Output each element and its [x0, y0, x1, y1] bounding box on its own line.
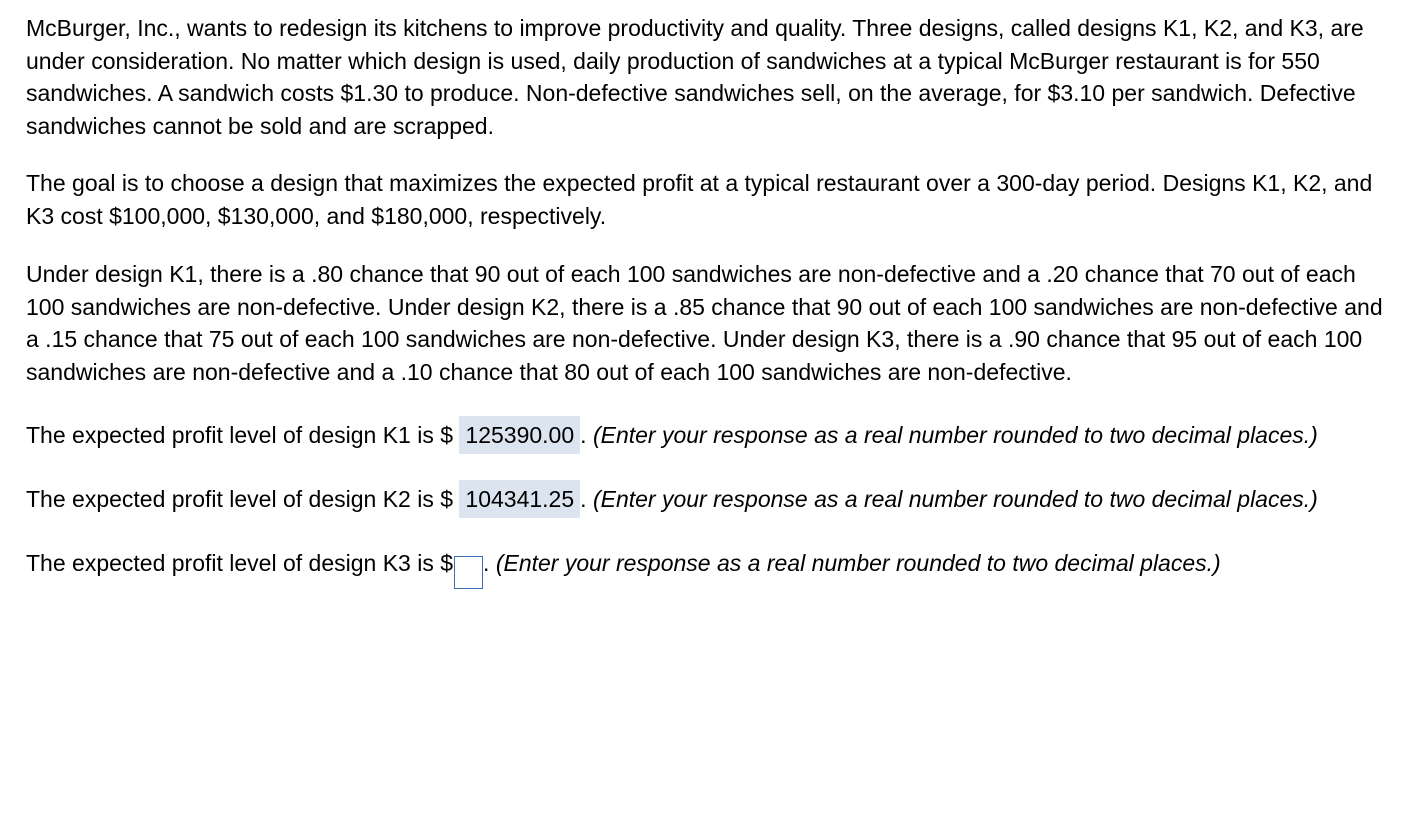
question-k2-prefix: The expected profit level of design K2 is $: [26, 486, 454, 512]
problem-paragraph-intro: McBurger, Inc., wants to redesign its kitchens to improve productivity and quality. Three designs, called designs K1, K2, and K3, are under consideration. No matter which design is used, daily production of sandwiches at a typical McBurger restaurant is for 550 sandwiches. A sandwich costs $1.30 to produce. Non-defective sandwiches sell, on the average, for $3.10 per sandwich. Defective sandwiches cannot be sold and are scrapped.: [26, 15, 1364, 139]
question-k1-instruction: (Enter your response as a real number rounded to two decimal places.): [592, 422, 1318, 448]
question-k3-period: .: [483, 550, 490, 576]
question-k2-period: .: [580, 486, 587, 512]
question-k3-instruction: (Enter your response as a real number rounded to two decimal places.): [495, 550, 1221, 576]
question-k1-prefix: The expected profit level of design K1 is $: [26, 422, 454, 448]
problem-paragraph-probabilities: Under design K1, there is a .80 chance that 90 out of each 100 sandwiches are non-defective and a .20 chance that 70 out of each 100 sandwiches are non-defective. Under design K2, there is a .85 chance that 90 out of each 100 sandwiches are non-defective and a .15 chance that 75 out of each 100 sandwiches are non-defective. Under design K3, there is a .90 chance that 95 out of each 100 sandwiches are non-defective and a .10 chance that 80 out of each 100 sandwiches are non-defective.: [26, 261, 1383, 385]
question-k1-period: .: [580, 422, 587, 448]
answer-k3-input[interactable]: [454, 556, 483, 589]
question-k2-instruction: (Enter your response as a real number rounded to two decimal places.): [592, 486, 1318, 512]
question-k1: [26, 416, 1398, 454]
answer-k2-field[interactable]: 104341.25: [459, 480, 580, 518]
problem-paragraph-goal: The goal is to choose a design that maximizes the expected profit at a typical restaurant over a 300-day period. Designs K1, K2, and K3 cost $100,000, $130,000, and $180,000, respectively.: [26, 170, 1373, 229]
question-k3-prefix: The expected profit level of design K3 is $: [26, 550, 454, 576]
answer-k1-field[interactable]: 125390.00: [459, 416, 580, 454]
question-k2: [26, 480, 1398, 518]
question-k3: [26, 544, 1398, 589]
